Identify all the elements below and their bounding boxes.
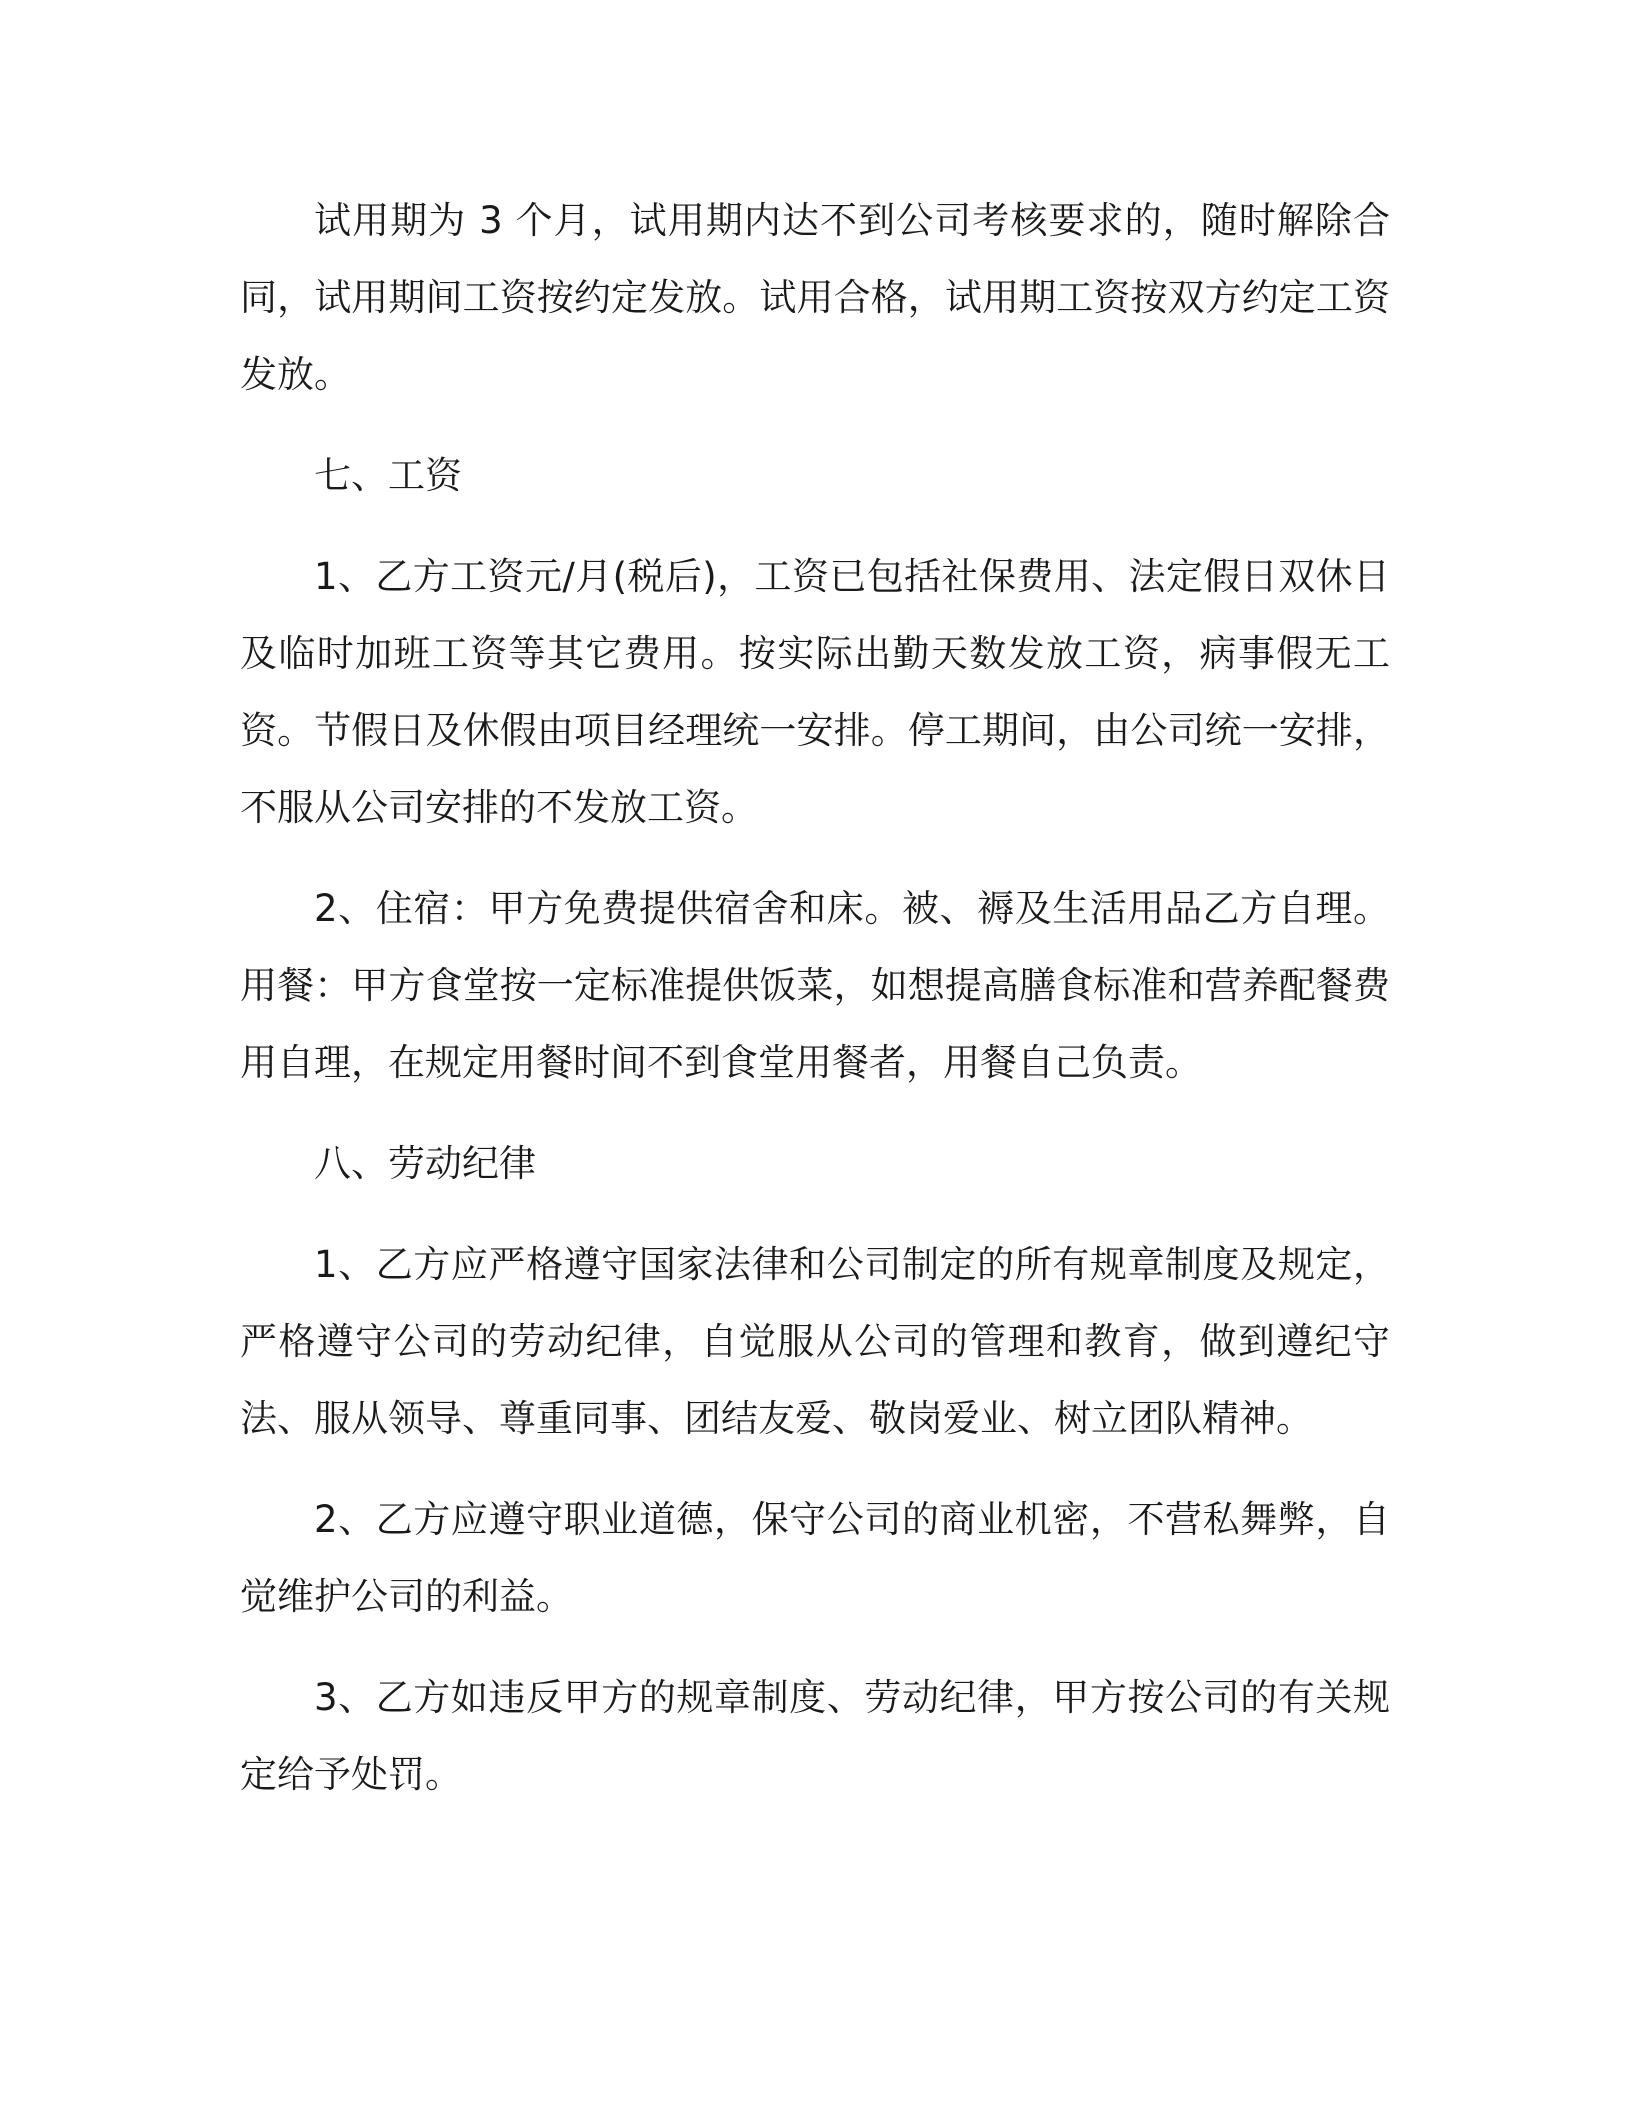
section-heading-wages: 七、工资 — [314, 454, 462, 497]
document-page — [240, 182, 1390, 1837]
paragraph-discipline-1: 1、乙方应严格遵守国家法律和公司制定的所有规章制度及规定，严格遵守公司的劳动纪律，自觉服从公司的管理和教育，做到遵纪守法、服从领导、尊重同事、团结友爱、敬岗爱业、树立团队精神。 — [240, 1243, 1390, 1440]
paragraph-discipline-2: 2、乙方应遵守职业道德，保守公司的商业机密，不营私舞弊，自觉维护公司的利益。 — [240, 1498, 1390, 1618]
paragraph-probation: 试用期为 3 个月，试用期内达不到公司考核要求的，随时解除合同，试用期间工资按约定发放。试用合格，试用期工资按双方约定工资发放。 — [240, 199, 1390, 396]
paragraph-discipline-3: 3、乙方如违反甲方的规章制度、劳动纪律，甲方按公司的有关规定给予处罚。 — [240, 1676, 1390, 1796]
paragraph-wage-1: 1、乙方工资元/月(税后)，工资已包括社保费用、法定假日双休日及临时加班工资等其它费用。按实际出勤天数发放工资，病事假无工资。节假日及休假由项目经理统一安排。停工期间，由公司统一安排，不服从公司安排的不发放工资。 — [240, 555, 1390, 829]
paragraph-wage-2: 2、住宿：甲方免费提供宿舍和床。被、褥及生活用品乙方自理。用餐：甲方食堂按一定标准提供饭菜，如想提高膳食标准和营养配餐费用自理，在规定用餐时间不到食堂用餐者，用餐自己负责。 — [240, 887, 1390, 1084]
section-heading-discipline: 八、劳动纪律 — [314, 1142, 536, 1185]
